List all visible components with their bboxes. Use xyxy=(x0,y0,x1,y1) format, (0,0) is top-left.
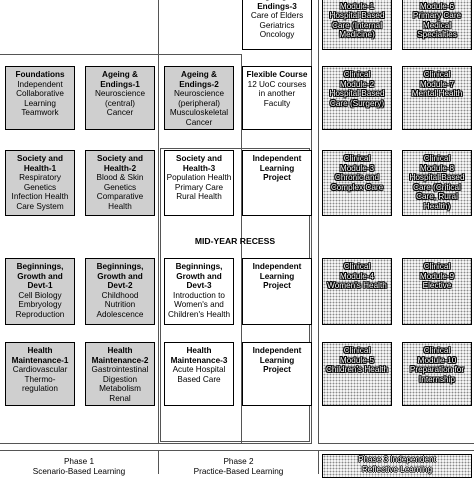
module-title: Beginnings, Growth and Devt-3 xyxy=(175,262,223,291)
module-body: Chronic and Complex Care xyxy=(330,173,384,192)
module-independent-learning-3[interactable] xyxy=(242,342,312,406)
module-body: Mental Health xyxy=(411,89,463,99)
phase-2-label: Phase 2 Practice-Based Learning xyxy=(193,457,284,476)
module-body: Gastrointestinal Digestion Metabolism Renal xyxy=(91,365,149,403)
module-body: Hospital Based Care (Internal Medicine) xyxy=(329,11,385,40)
module-title: Society and Health-2 xyxy=(97,154,143,173)
module-body: Respiratory Genetics Infection Health Care System xyxy=(11,173,69,211)
module-title: Independent Learning Project xyxy=(252,262,302,291)
module-clinical-2[interactable] xyxy=(322,66,392,130)
phase-3-label-text: Phase 3 Independent Reflective Learning xyxy=(358,455,436,474)
module-ageing-endings-3[interactable] xyxy=(242,0,312,50)
module-title: Clinical Module-10 xyxy=(417,346,457,365)
module-title: Flexible Course xyxy=(246,70,308,79)
module-title: Clinical Module-3 xyxy=(339,154,375,173)
module-title: Clinical Module-9 xyxy=(419,262,455,281)
module-ageing-endings-1[interactable] xyxy=(85,66,155,130)
module-ageing-endings-2[interactable] xyxy=(164,66,234,130)
module-clinical-1[interactable] xyxy=(322,0,392,50)
module-title: Ageing & Endings-2 xyxy=(179,70,219,89)
module-society-health-3[interactable] xyxy=(164,150,234,216)
module-title: Foundations xyxy=(15,70,65,79)
module-society-health-1[interactable] xyxy=(5,150,75,216)
module-title: Beginnings, Growth and Devt-1 xyxy=(16,262,64,291)
module-body: Neuroscience (peripheral) Musculoskeletal Cancer xyxy=(169,89,229,127)
module-title: Endings-3 xyxy=(257,1,297,11)
module-beginnings-2[interactable] xyxy=(85,258,155,325)
module-title: Health Maintenance-3 xyxy=(170,346,228,365)
module-independent-learning-2[interactable] xyxy=(242,258,312,325)
module-clinical-6[interactable] xyxy=(402,0,472,50)
module-health-maintenance-3[interactable] xyxy=(164,342,234,406)
module-flexible-course[interactable] xyxy=(242,66,312,130)
module-title: Module-6 xyxy=(419,1,455,11)
module-title: Module-1 xyxy=(339,1,375,11)
phase-1-label: Phase 1 Scenario-Based Learning xyxy=(32,457,126,476)
module-independent-learning-1[interactable] xyxy=(242,150,312,216)
module-title: Ageing & Endings-1 xyxy=(100,70,140,89)
module-clinical-4[interactable] xyxy=(322,258,392,325)
module-clinical-7[interactable] xyxy=(402,66,472,130)
module-body: Independent Collaborative Learning Teamwork xyxy=(16,79,64,118)
module-body: Neuroscience (central) Cancer xyxy=(94,89,146,118)
phase-divider-2 xyxy=(318,450,319,474)
module-society-health-2[interactable] xyxy=(85,150,155,216)
module-beginnings-3[interactable] xyxy=(164,258,234,325)
module-body: Children's Health xyxy=(325,365,389,375)
module-title: Society and Health-3 xyxy=(176,154,222,173)
module-clinical-10[interactable] xyxy=(402,342,472,406)
module-health-maintenance-2[interactable] xyxy=(85,342,155,406)
module-beginnings-1[interactable] xyxy=(5,258,75,325)
module-title: Clinical Module-7 xyxy=(419,70,455,89)
module-body: Care of Elders Geriatrics Oncology xyxy=(250,11,304,40)
module-clinical-8[interactable] xyxy=(402,150,472,216)
module-clinical-9[interactable] xyxy=(402,258,472,325)
module-clinical-5[interactable] xyxy=(322,342,392,406)
module-title: Clinical Module-5 xyxy=(339,346,375,365)
phase-3-label xyxy=(322,454,472,478)
module-title: Beginnings, Growth and Devt-2 xyxy=(96,262,144,291)
module-body: Elective xyxy=(422,281,452,291)
module-body: Cell Biology Embryology Reproduction xyxy=(15,290,65,319)
module-body: Hospital Based Care (Surgery) xyxy=(329,89,385,108)
module-title: Clinical Module-8 xyxy=(419,154,455,173)
module-body: Childhood Nutrition Adolescence xyxy=(96,290,144,319)
module-title: Independent Learning Project xyxy=(252,346,302,375)
module-title: Clinical Module-4 xyxy=(339,262,375,281)
mid-year-recess-label: MID-YEAR RECESS xyxy=(194,236,276,246)
module-clinical-3[interactable] xyxy=(322,150,392,216)
module-body: 12 UoC courses in another Faculty xyxy=(247,79,307,108)
module-body: Hospital Based Care (Critical Care, Rural Health) xyxy=(409,173,465,211)
phase-divider-top xyxy=(0,450,474,451)
module-body: Introduction to Women's and Children's Health xyxy=(167,290,231,319)
module-body: Blood & Skin Genetics Comparative Health xyxy=(96,173,144,211)
module-body: Women's Health xyxy=(327,281,387,291)
module-title: Health Maintenance-1 xyxy=(11,346,69,365)
module-body: Cardiovascular Thermo- regulation xyxy=(12,365,68,394)
module-health-maintenance-1[interactable] xyxy=(5,342,75,406)
module-title: Clinical Module-2 xyxy=(339,70,375,89)
module-body: Primary Care Medical Specialties xyxy=(412,11,462,40)
module-body: Population Health Primary Care Rural Health xyxy=(166,173,232,202)
module-body: Acute Hospital Based Care xyxy=(172,365,226,384)
module-title: Society and Health-1 xyxy=(17,154,63,173)
module-body: Preparation for Internship xyxy=(409,365,465,384)
module-title: Independent Learning Project xyxy=(252,154,302,183)
module-foundations[interactable] xyxy=(5,66,75,130)
module-title: Health Maintenance-2 xyxy=(91,346,149,365)
